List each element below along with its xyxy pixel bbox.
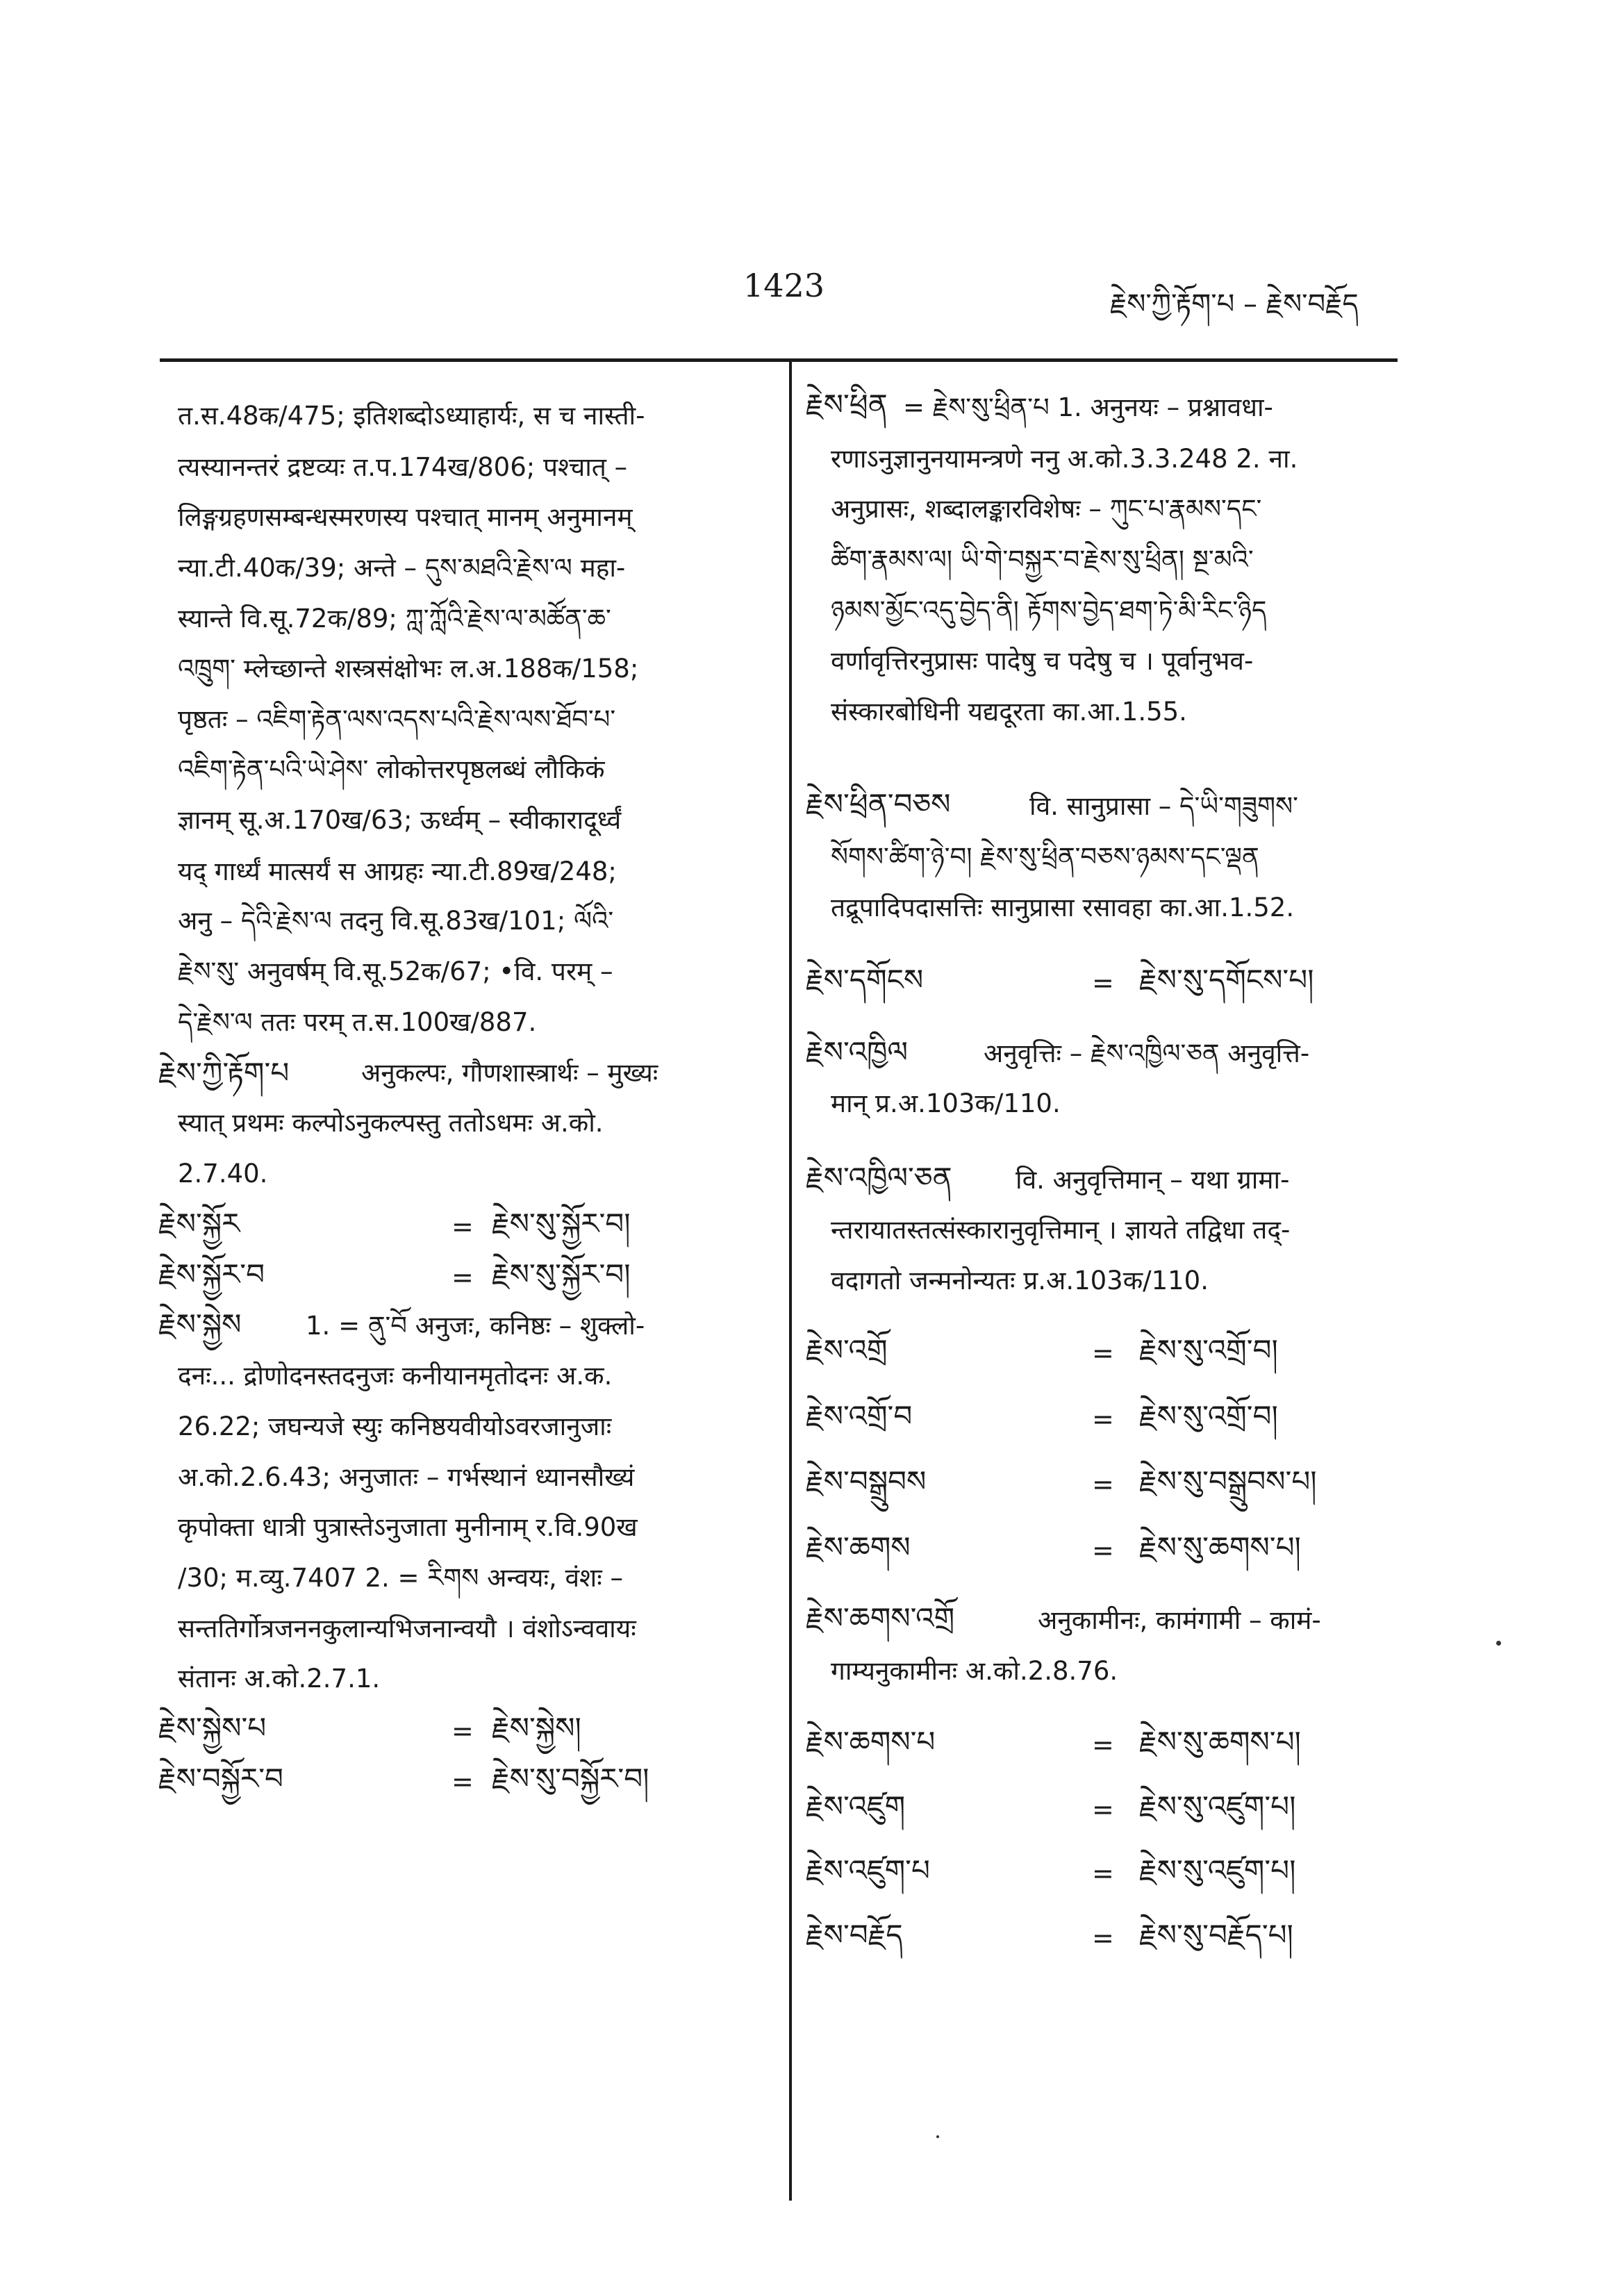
headword: རྗེས་བསྐྱོར་བ xyxy=(158,1762,283,1796)
cross-reference: རྗེས་སུ་འགྲོ་བ། xyxy=(1139,1399,1278,1433)
cross-reference: རྗེས་སུ་ཆགས་པ། xyxy=(1139,1725,1301,1759)
text-line: मान् प्र.अ.103क/110. xyxy=(831,1088,1061,1118)
text-line: वदागतो जन्मनोन्यतः प्र.अ.103क/110. xyxy=(831,1266,1209,1295)
text-line: अनुप्रासः, शब्दालङ्कारविशेषः – ཀུང་པ་རྣམས་དང་ xyxy=(831,494,1262,524)
headword: རྗེས་སྐྱོར xyxy=(158,1207,240,1241)
text-line: कृपोक्ता धात्री पुत्रास्तेऽनुजाता मुनीनाम् र.वि.90ख xyxy=(178,1512,638,1542)
scan-speck xyxy=(936,2135,939,2138)
headword: རྗེས་དགོངས xyxy=(806,963,924,997)
headword: རྗེས་སྐྱོར་བ xyxy=(158,1257,265,1291)
text-line: ཉམས་མྱོང་འདུ་བྱེད་ནི། རྟོགས་བྱེད་ཐག་ཏེ་མི་རིང་ཉིད xyxy=(831,595,1267,625)
equals-sign: = xyxy=(1092,1404,1114,1434)
equals-sign: = xyxy=(451,1262,474,1293)
text-line: त.स.48क/475; इतिशब्दोऽध्याहार्यः, स च नास्ती- xyxy=(178,401,645,431)
text-line: རྗེས་སུ་ अनुवर्षम् वि.सू.52क/67; •वि. परम् – xyxy=(178,957,613,986)
text-line: गाम्यनुकामीनः अ.को.2.8.76. xyxy=(831,1656,1118,1686)
headword: རྗེས་ཆགས་པ xyxy=(806,1725,936,1759)
entry-first-line: अनुकामीनः, कामंगामी – कामं- xyxy=(1038,1605,1321,1635)
headword: རྗེས་ཆགས་འགྲོ xyxy=(806,1601,955,1635)
equals-sign: = xyxy=(1092,1338,1114,1368)
cross-reference: རྗེས་སུ་འཛུག་པ། xyxy=(1139,1853,1296,1887)
headword: རྗེས་འཁྱིལ xyxy=(806,1035,909,1069)
text-line: त्यस्यानन्तरं द्रष्टव्यः त.प.174ख/806; पश्चात् – xyxy=(178,452,628,482)
cross-reference: རྗེས་སུ་བསྐྱོར་བ། xyxy=(492,1762,649,1796)
text-line: འཁྲུག་ म्लेच्छान्ते शस्त्रसंक्षोभः ल.अ.188क/158; xyxy=(178,654,639,684)
equals-sign: = xyxy=(1092,1794,1114,1825)
equals-sign: = xyxy=(451,1211,474,1242)
equals-sign: = xyxy=(1092,1469,1114,1500)
cross-reference: རྗེས་སུ་འགྲོ་བ། xyxy=(1139,1333,1278,1367)
text-line: सन्ततिर्गोत्रजननकुलान्यभिजनान्वयौ । वंशोऽन्ववायः xyxy=(178,1614,636,1644)
headword: རྗེས་བརྗོད xyxy=(806,1918,903,1952)
text-line: संतानः अ.को.2.7.1. xyxy=(178,1664,381,1694)
headword: རྗེས་འཛུག་པ xyxy=(806,1853,930,1887)
headword: རྗེས་སྐྱེས xyxy=(158,1307,242,1341)
text-line: स्यान्ते वि.सू.72क/89; ཀླ་ཀློའི་རྗེས་ལ་མཚོན་ཆ་ xyxy=(178,604,611,634)
entry-first-line: वि. सानुप्रासा – དེ་ཡི་གཟུགས་ xyxy=(1029,791,1298,821)
cross-reference: རྗེས་སུ་འཛུག་པ། xyxy=(1139,1789,1296,1823)
text-line: लिङ्गग्रहणसम्बन्धस्मरणस्य पश्चात् मानम् अनुमानम् xyxy=(178,502,633,532)
text-line: पृष्ठतः – འཇིག་རྟེན་ལས་འདས་པའི་རྗེས་ལས་ཐོབ་པ་ xyxy=(178,704,616,734)
headword: རྗེས་འཛུག xyxy=(806,1789,906,1823)
headword: རྗེས་སྐྱེས་པ xyxy=(158,1711,267,1745)
headword: རྗེས་འཁྱིལ་ཅན xyxy=(806,1161,952,1195)
equals-sign: = xyxy=(1092,1730,1114,1760)
text-line: रणाऽनुज्ञानुनयामन्त्रणे ननु अ.को.3.3.248 2. ना. xyxy=(831,444,1298,474)
entry-first-line: 1. = ནུ་བོ अनुजः, कनिष्ठः – शुक्लो- xyxy=(306,1311,645,1341)
text-line: वर्णावृत्तिरनुप्रासः पादेषु च पदेषु च । पूर्वानुभव- xyxy=(831,646,1254,676)
entry-first-line: अनुवृत्तिः – རྗེས་འཁྱིལ་ཅན अनुवृत्ति- xyxy=(984,1038,1310,1068)
column-divider xyxy=(789,360,792,2201)
text-line: 26.22; जघन्यजे स्युः कनिष्ठयवीयोऽवरजानुजाः xyxy=(178,1412,612,1441)
text-line: /30; म.व्यु.7407 2. = རིགས अन्वयः, वंशः – xyxy=(178,1563,623,1593)
headword: རྗེས་ཀྱི་རྟོག་པ xyxy=(158,1056,290,1090)
text-line: སོགས་ཚིག་ཉེ་བ། རྗེས་སུ་ཕྲིན་བཅས་ཉམས་དང་ལྡན xyxy=(831,842,1259,872)
entry-first-line: अनुकल्पः, गौणशास्त्रार्थः – मुख्यः xyxy=(361,1058,658,1088)
headword: རྗེས་ཆགས xyxy=(806,1530,911,1564)
equals-sign: = xyxy=(451,1766,474,1797)
cross-reference: རྗེས་སུ་བསྒྲུབས་པ། xyxy=(1139,1464,1317,1498)
headword: རྗེས་ཕྲིན xyxy=(806,388,888,422)
equals-sign: = xyxy=(451,1716,474,1746)
text-line: 2.7.40. xyxy=(178,1159,268,1189)
running-head: རྗེས་ཀྱི་རྟོག་པ – རྗེས་བརྗོད xyxy=(1110,288,1359,320)
header-rule xyxy=(160,358,1398,362)
cross-reference: རྗེས་སུ་དགོངས་པ། xyxy=(1139,963,1314,997)
text-line: ज्ञानम् सू.अ.170ख/63; ऊर्ध्वम् – स्वीकारादूर्ध्वं xyxy=(178,805,622,835)
text-line: यद् गार्ध्यं मात्सर्यं स आग्रहः न्या.टी.89ख/248; xyxy=(178,856,617,886)
text-line: अनु – དེའི་རྗེས་ལ तदनु वि.सू.83ख/101; ལོའི་ xyxy=(178,906,614,936)
cross-reference: རྗེས་སུ་བརྗོད་པ། xyxy=(1139,1918,1293,1952)
entry-first-line: वि. अनुवृत्तिमान् – यथा ग्रामा- xyxy=(1016,1165,1290,1195)
text-line: न्तरायातस्तत्संस्कारानुवृत्तिमान् । ज्ञायते तद्विधा तद्- xyxy=(831,1215,1291,1245)
cross-reference: རྗེས་སུ་སྐྱོར་བ། xyxy=(492,1207,631,1241)
text-line: ཚིག་རྣམས་ལ། ཡི་གེ་བསྐྱར་བ་རྗེས་སུ་ཕྲིན། སྔ་མའི་ xyxy=(831,545,1254,574)
text-line: संस्कारबोधिनी यद्यदूरता का.आ.1.55. xyxy=(831,697,1187,727)
equals-sign: = xyxy=(1092,1535,1114,1566)
text-line: तद्रूपादिपदासत्तिः सानुप्रासा रसावहा का.आ.1.52. xyxy=(831,893,1295,922)
cross-reference: རྗེས་སྐྱེས། xyxy=(492,1711,581,1745)
page-number: 1423 xyxy=(743,267,825,304)
scan-speck xyxy=(1496,1641,1501,1646)
equals-sign: = xyxy=(1092,1858,1114,1889)
headword: རྗེས་འགྲོ་བ xyxy=(806,1399,913,1433)
headword: རྗེས་ཕྲིན་བཅས xyxy=(806,787,951,821)
text-line: དེ་རྗེས་ལ ततः परम् त.स.100ख/887. xyxy=(178,1007,537,1037)
headword: རྗེས་འགྲོ xyxy=(806,1333,888,1367)
equals-sign: = xyxy=(1092,968,1114,998)
cross-reference: རྗེས་སུ་ཆགས་པ། xyxy=(1139,1530,1301,1564)
text-line: दनः... द्रोणोदनस्तदनुजः कनीयानमृतोदनः अ.क. xyxy=(178,1361,613,1391)
text-line: न्या.टी.40क/39; अन्ते – དུས་མཐའི་རྗེས་ལ महा- xyxy=(178,553,626,583)
text-line: स्यात् प्रथमः कल्पोऽनुकल्पस्तु ततोऽधमः अ.को. xyxy=(178,1108,604,1138)
entry-first-line: = རྗེས་སུ་ཕྲིན་པ 1. अनुनयः – प्रश्नावधा- xyxy=(903,392,1273,422)
headword: རྗེས་བསྒྲུབས xyxy=(806,1464,927,1498)
text-line: འཇིག་རྟེན་པའི་ཡེ་ཤེས་ लोकोत्तरपृष्ठलब्धं लौकिकं xyxy=(178,754,605,784)
equals-sign: = xyxy=(1092,1923,1114,1953)
text-line: अ.को.2.6.43; अनुजातः – गर्भस्थानं ध्यानसौख्यं xyxy=(178,1462,635,1492)
cross-reference: རྗེས་སུ་སྐྱོར་བ། xyxy=(492,1257,631,1291)
